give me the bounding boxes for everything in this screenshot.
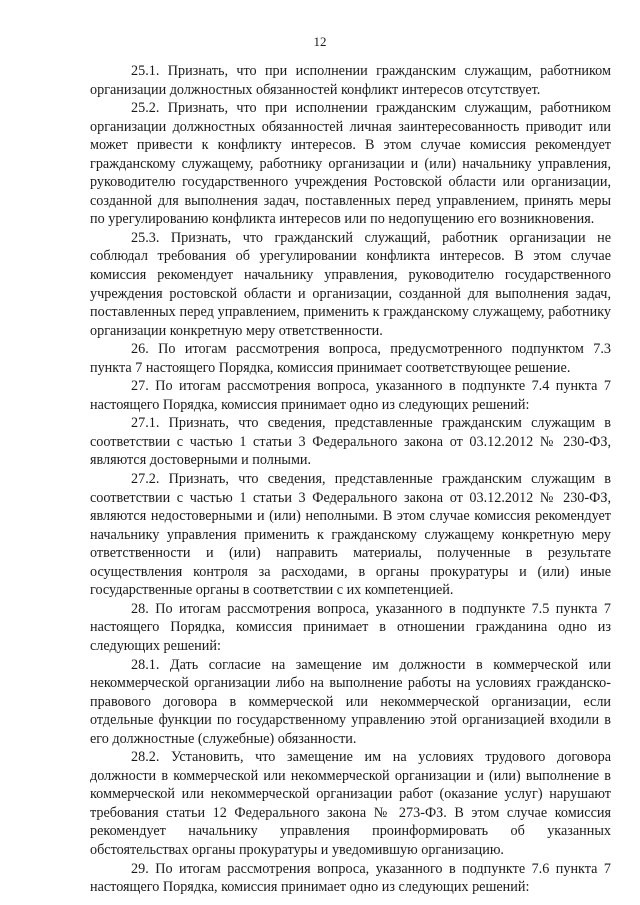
page-number: 12 [313,34,327,49]
paragraph-25-2: 25.2. Признать, что при исполнении гражданским служащим, работником организации должностных обязанностей личная заинтересованность приводит или может привести к конфликту интересов. В этом случае комиссия рекомендует гражданскому служащему, работнику организации и (или) начальнику управления, руководителю государственного учреждения Ростовской области или организации, созданной для выполнения задач, поставленных перед управлением, принять меры по урегулированию конфликта интересов или по недопущению его возникновения. [90,100,611,228]
paragraph-26: 26. По итогам рассмотрения вопроса, предусмотренного подпунктом 7.3 пункта 7 настоящего Порядка, комиссия принимает соответствующее решение. [90,341,611,376]
paragraph-28-1: 28.1. Дать согласие на замещение им должности в коммерческой или некоммерческой организации либо на выполнение работы на условиях гражданско-правового договора в коммерческой или некоммерческой организации, если отдельные функции по государственному управлению этой организацией входили в его должностные (служебные) обязанности. [90,656,611,747]
paragraph-29: 29. По итогам рассмотрения вопроса, указанного в подпункте 7.6 пункта 7 настоящего Порядка, комиссия принимает одно из следующих решений: [90,860,611,896]
paragraph-25-1: 25.1. Признать, что при исполнении гражданским служащим, работником организации должностных обязанностей конфликт интересов отсутствует. [90,63,611,98]
paragraph-25-3: 25.3. Признать, что гражданский служащий, работник организации не соблюдал требования об урегулировании конфликта интересов. В этом случае комиссия рекомендует начальнику управления, руководителю государственного учреждения ростовской области и организации, созданной для выполнения задач, поставленных перед управлением, применить к гражданскому служащему, работнику организации конкретную меру ответственности. [90,229,611,339]
paragraph-27: 27. По итогам рассмотрения вопроса, указанного в подпункте 7.4 пункта 7 настоящего Порядка, комиссия принимает одно из следующих решений: [90,378,611,413]
paragraph-28-2: 28.2. Установить, что замещение им на условиях трудового договора должности в коммерческой или некоммерческой организации и (или) выполнение в коммерческой или некоммерческой организации работ (оказание услуг) нарушают требования статьи 12 Федерального закона № 273-ФЗ. В этом случае комиссия рекомендует начальнику управления проинформировать об указанных обстоятельствах органы прокуратуры и уведомившую организацию. [90,749,611,858]
paragraph-27-1: 27.1. Признать, что сведения, представленные гражданским служащим в соответствии с частью 1 статьи 3 Федерального закона от 03.12.2012 № 230-ФЗ, являются достоверными и полными. [90,415,611,469]
document-body [90,62,611,897]
paragraph-27-2: 27.2. Признать, что сведения, представленные гражданским служащим в соответствии с частью 1 статьи 3 Федерального закона от 03.12.2012 № 230-ФЗ, являются недостоверными и (или) неполными. В этом случае комиссия рекомендует начальнику управления применить к гражданскому служащему конкретную меру ответственности и (или) направить материалы, полученные в результате осуществления контроля за расходами, в органы прокуратуры и (или) иные государственные органы в соответствии с их компетенцией. [90,471,611,599]
paragraph-28: 28. По итогам рассмотрения вопроса, указанного в подпункте 7.5 пункта 7 настоящего Порядка, комиссия принимает в отношении гражданина одно из следующих решений: [90,600,611,654]
